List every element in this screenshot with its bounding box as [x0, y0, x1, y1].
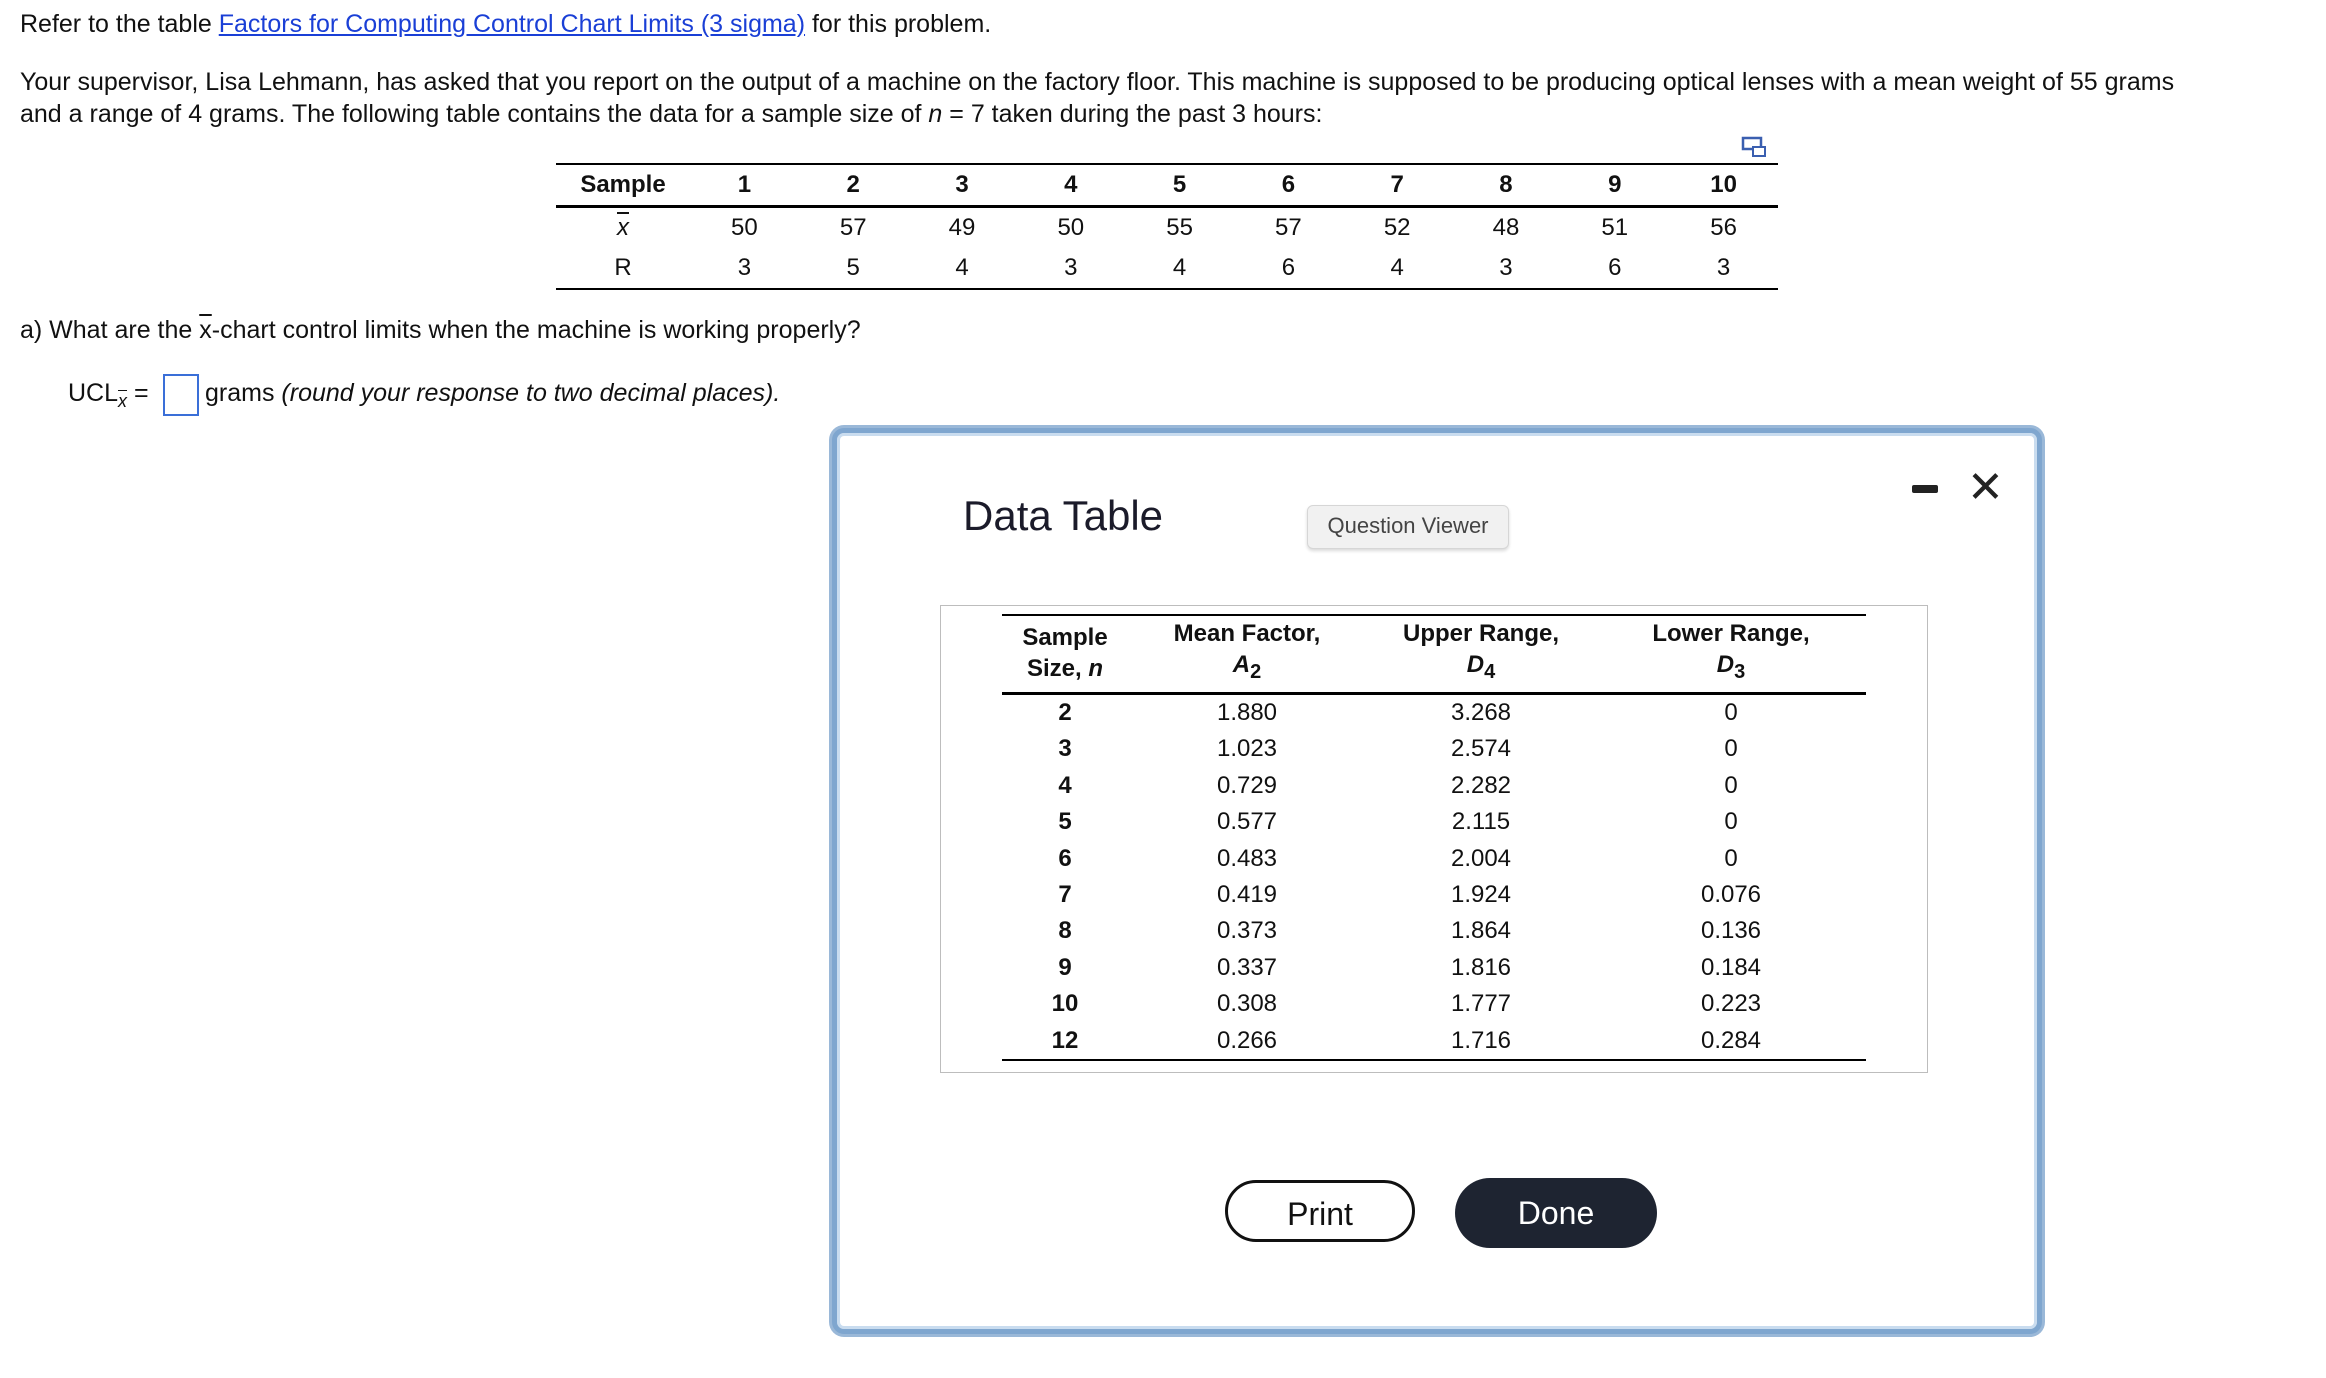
- sample-size-cell: 10: [1051, 990, 1079, 1018]
- intro-prefix: Refer to the table: [20, 10, 219, 38]
- d3-cell: 0.076: [1700, 880, 1762, 908]
- d4-cell: 2.004: [1450, 844, 1512, 872]
- sample-size-cell: 3: [1058, 735, 1072, 763]
- xbar-value: 49: [948, 214, 976, 241]
- table-row: [1002, 1022, 1866, 1059]
- sample-size-cell: 5: [1058, 808, 1072, 836]
- dialog-title: Data Table: [963, 492, 1164, 539]
- sample-size-cell: 9: [1058, 953, 1072, 981]
- a2-cell: 0.337: [1216, 953, 1278, 981]
- range-value: 3: [1016, 248, 1125, 289]
- sample-number: 7: [1343, 164, 1452, 207]
- xbar-value: 56: [1710, 214, 1737, 241]
- col-upper-range-sub: 4: [1484, 660, 1496, 683]
- col-lower-range: [1596, 615, 1866, 693]
- col-lower-range-l1: Lower Range,: [1652, 620, 1810, 647]
- range-value: 4: [1125, 248, 1234, 289]
- sample-number: 6: [1234, 164, 1343, 207]
- ucl-text: UCL: [68, 379, 119, 407]
- col-upper-range: [1366, 615, 1596, 693]
- factors-table-link[interactable]: Factors for Computing Control Chart Limits (3 sigma): [218, 10, 806, 38]
- range-value: 3: [1452, 248, 1561, 289]
- range-value: 6: [1560, 248, 1669, 289]
- a2-cell: 0.419: [1216, 880, 1278, 908]
- range-value: 6: [1234, 248, 1343, 289]
- col-mean-factor-l1: Mean Factor,: [1173, 620, 1321, 647]
- xbar-value: 57: [839, 214, 867, 241]
- question-a-xbar: $\overline{x}$: [199, 316, 212, 344]
- a2-cell: 0.483: [1216, 844, 1278, 872]
- col-upper-range-l1: Upper Range,: [1402, 620, 1560, 647]
- table-row: [1002, 877, 1866, 913]
- a2-cell: 0.308: [1216, 990, 1278, 1018]
- sample-number: 8: [1452, 164, 1561, 207]
- col-sample-size-l1: Sample: [1022, 623, 1108, 651]
- done-button[interactable]: Done: [1455, 1178, 1657, 1248]
- ucl-subscript: x: [118, 391, 128, 411]
- problem-line-2-b: = 7 taken during the past 3 hours:: [942, 100, 1323, 128]
- range-value: 3: [1669, 248, 1778, 289]
- table-row: [1002, 986, 1866, 1022]
- sample-number: 1: [690, 164, 799, 207]
- problem-line-1: Your supervisor, Lisa Lehmann, has asked that you report on the output of a machine on the factory floor. This machine is supposed to be producing optical lenses with a mean weight of 55 grams: [20, 68, 2175, 96]
- d3-cell: 0.284: [1596, 1022, 1866, 1059]
- d3-cell: 0: [1724, 771, 1738, 799]
- sample-number: 9: [1560, 164, 1669, 207]
- sample-size-cell: 2: [1058, 698, 1072, 726]
- d4-cell: 1.816: [1450, 953, 1512, 981]
- col-mean-factor: [1128, 615, 1366, 693]
- intro-line: [20, 8, 991, 40]
- xbar-value: 50: [731, 214, 758, 241]
- col-upper-range-sym: D: [1466, 651, 1485, 678]
- a2-cell: 0.577: [1216, 808, 1278, 836]
- sample-size-cell: 7: [1058, 880, 1072, 908]
- minimize-icon[interactable]: [1912, 485, 1938, 493]
- d3-cell: 0.184: [1700, 953, 1762, 981]
- table-row: [1002, 768, 1866, 804]
- table-row: [1002, 804, 1866, 840]
- d4-cell: 2.282: [1450, 771, 1512, 799]
- sample-number: 3: [908, 164, 1017, 207]
- sample-data-table: [556, 163, 1778, 290]
- table-row: [1002, 693, 1866, 731]
- sample-header-label: Sample: [556, 164, 690, 207]
- xbar-value: 57: [1275, 214, 1302, 241]
- control-chart-factors-table: [1002, 614, 1866, 1061]
- factor-table-frame: [940, 605, 1928, 1073]
- d4-cell: 2.115: [1451, 808, 1511, 836]
- col-sample-size: [1002, 615, 1128, 693]
- sample-number: 10: [1669, 164, 1778, 207]
- ucl-hint: (round your response to two decimal places).: [281, 379, 781, 407]
- d4-cell: 3.268: [1450, 698, 1512, 726]
- d3-cell: 0: [1724, 698, 1738, 726]
- range-label: R: [556, 248, 690, 289]
- sample-size-cell: 6: [1058, 844, 1072, 872]
- table-row: [1002, 913, 1866, 949]
- xbar-value: 52: [1383, 214, 1411, 241]
- a2-cell: 1.023: [1216, 735, 1278, 763]
- factor-header-row: [1002, 615, 1866, 693]
- sample-size-cell: 12: [1002, 1022, 1128, 1059]
- table-row: [1002, 950, 1866, 986]
- question-a-prefix: a) What are the: [20, 316, 200, 344]
- close-icon[interactable]: ✕: [1967, 463, 2004, 512]
- ucl-label: [68, 377, 149, 417]
- a2-cell: 0.373: [1216, 917, 1278, 945]
- d4-cell: 1.716: [1366, 1022, 1596, 1059]
- sample-size-cell: 4: [1058, 771, 1072, 799]
- ucl-unit-line: [205, 377, 780, 409]
- xbar-value: 51: [1601, 214, 1629, 241]
- xbar-value: 50: [1057, 214, 1085, 241]
- problem-line-2-a: and a range of 4 grams. The following table contains the data for a sample size of: [20, 100, 929, 128]
- range-value: 4: [908, 248, 1017, 289]
- problem-line-2: [20, 98, 1322, 130]
- print-button[interactable]: Print: [1225, 1180, 1415, 1242]
- question-a: [20, 314, 861, 346]
- d4-cell: 2.574: [1450, 735, 1512, 763]
- xbar-value: 55: [1166, 214, 1193, 241]
- d4-cell: 1.924: [1450, 880, 1512, 908]
- d3-cell: 0: [1724, 735, 1738, 763]
- table-row: [1002, 731, 1866, 767]
- range-value: 3: [690, 248, 799, 289]
- d4-cell: 1.864: [1450, 917, 1512, 945]
- ucl-unit: grams: [205, 379, 275, 407]
- range-row: [556, 248, 1778, 289]
- intro-suffix: for this problem.: [805, 10, 992, 38]
- table-row: [1002, 840, 1866, 876]
- col-mean-factor-sym: A: [1232, 651, 1251, 678]
- col-sample-size-n: n: [1088, 654, 1104, 682]
- ucl-answer-input[interactable]: [163, 374, 199, 416]
- sample-size-cell: 8: [1058, 917, 1072, 945]
- xbar-value: 48: [1492, 214, 1520, 241]
- a2-cell: 1.880: [1216, 698, 1278, 726]
- d3-cell: 0: [1724, 808, 1738, 836]
- xbar-row: [556, 207, 1778, 249]
- col-sample-size-l2: [1002, 653, 1128, 684]
- a2-cell: 0.729: [1216, 771, 1278, 799]
- col-lower-range-sym: D: [1716, 651, 1735, 678]
- copy-table-icon[interactable]: [1741, 135, 1767, 159]
- data-table-dialog: [832, 428, 2042, 1334]
- col-sample-size-l2a: Size,: [1026, 654, 1089, 682]
- sample-number: 4: [1016, 164, 1125, 207]
- d4-cell: 1.777: [1450, 990, 1512, 1018]
- problem-n: n: [928, 100, 943, 128]
- d3-cell: 0.223: [1700, 990, 1762, 1018]
- range-value: 5: [799, 248, 908, 289]
- a2-cell: 0.266: [1128, 1022, 1366, 1059]
- sample-number: 2: [799, 164, 908, 207]
- d3-cell: 0.136: [1700, 917, 1762, 945]
- sample-number: 5: [1125, 164, 1234, 207]
- col-lower-range-sub: 3: [1734, 660, 1746, 683]
- xbar-label: $\overline{x}$: [617, 214, 629, 241]
- sample-header-row: [556, 164, 1778, 207]
- col-mean-factor-sub: 2: [1250, 660, 1262, 683]
- ucl-equals: =: [127, 379, 149, 407]
- d3-cell: 0: [1724, 844, 1738, 872]
- question-a-suffix: -chart control limits when the machine is working properly?: [211, 316, 861, 344]
- range-value: 4: [1343, 248, 1452, 289]
- question-viewer-button[interactable]: Question Viewer: [1307, 505, 1509, 549]
